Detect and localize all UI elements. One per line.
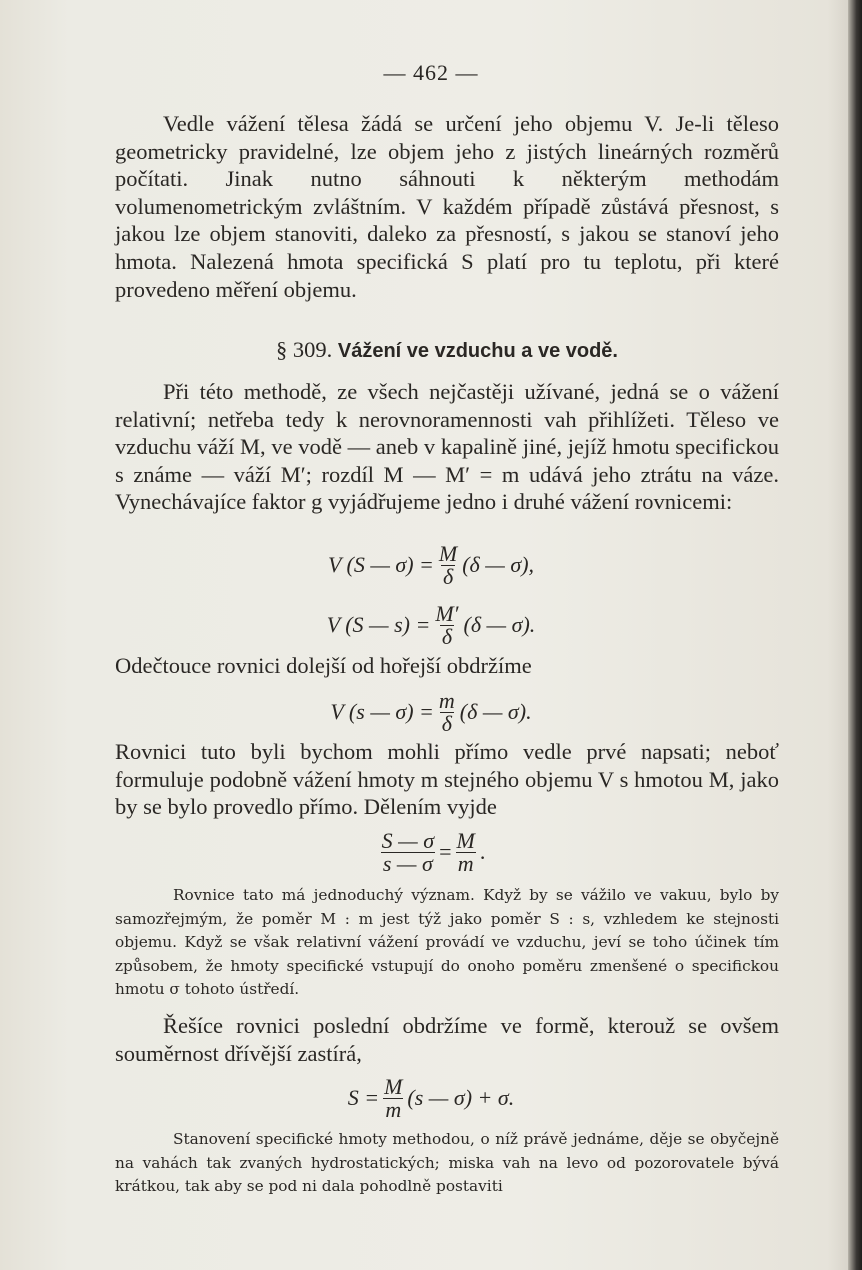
fraction-numerator: M [438, 540, 458, 566]
fraction-numerator: M [456, 827, 475, 853]
equation-rhs: (δ — σ), [462, 552, 535, 577]
paragraph-text: Rovnici tuto byli bychom mohli přímo vedle prvé napsati; neboť formuluje podobně vážení hmoty m stejného objemu V s hmotou M, jako by se bylo provedlo přímo. Dělením vyjde [115, 739, 779, 820]
paragraph-method [115, 378, 779, 516]
equation-end: . [479, 839, 486, 864]
equation-5 [0, 1070, 862, 1126]
paragraph-solve [115, 1012, 779, 1067]
fraction-denominator: m [385, 1096, 402, 1122]
fraction-numerator: M′ [435, 600, 459, 626]
equation-lhs: V (S — s) = [326, 612, 431, 637]
paragraph-text: Odečtouce rovnici dolejší od hořejší obdržíme [115, 653, 532, 678]
fraction-denominator: m [457, 850, 474, 876]
equals-sign: = [439, 839, 452, 864]
fraction-denominator: δ [442, 563, 454, 589]
paragraph-text: Řešíce rovnici poslední obdržíme ve formě, kterouž se ovšem souměrnost dřívější zastírá, [115, 1013, 779, 1066]
equation-4 [0, 824, 862, 880]
section-title: Vážení ve vzduchu a ve vodě. [337, 340, 618, 362]
paragraph-text: Stanovení specifické hmoty methodou, o níž právě jednáme, děje se obyčejně na vahách tak zvaných hydrostatických; miska vah na levo od pozorovatele bývá krátkou, tak aby se pod ni dala pohodlně postaviti [115, 1130, 779, 1195]
equation-fraction-left [380, 827, 436, 876]
paragraph-direct [115, 738, 779, 821]
equation-fraction [382, 1073, 404, 1122]
paragraph-text: Vedle vážení tělesa žádá se určení jeho objemu V. Je-li těleso geometricky pravidelné, lze objem jeho z jistých lineárných rozměrů počítati. Jinak nutno sáhnouti k některým methodám volumenometrickým zvláštním. V každém případě zůstává přesnost, s jakou lze objem stanoviti, daleko za přesností, s jakou se stanoví jeho hmota. Nalezená hmota specifická S platí pro tu teplotu, při které provedeno měření objemu. [115, 111, 779, 302]
paragraph-meaning [115, 884, 779, 1002]
equation-lhs: S = [347, 1085, 380, 1110]
paragraph-text: Rovnice tato má jednoduchý význam. Když by se vážilo ve vakuu, bylo by samozřejmým, že poměr M : m jest týž jako poměr S : s, vzhledem ke stejnosti objemu. Když se však relativní vážení provádí ve vzduchu, jeví se toho účinek tím způsobem, že hmoty specifické vstupují do onoho poměru zmenšené o specifickou hmotu σ tohoto ústředí. [115, 886, 779, 998]
section-number: § 309. [276, 337, 333, 362]
equation-3 [0, 684, 862, 740]
equation-rhs: (s — σ) + σ. [407, 1085, 515, 1110]
equation-1 [0, 537, 862, 593]
equation-fraction [437, 687, 457, 736]
equation-fraction [433, 600, 460, 649]
equation-lhs: V (S — σ) = [327, 552, 434, 577]
fraction-numerator: M [384, 1073, 403, 1099]
paragraph-volume [115, 110, 779, 303]
equation-fraction-right [455, 827, 477, 876]
equation-lhs: V (s — σ) = [330, 699, 434, 724]
equation-rhs: (δ — σ). [463, 612, 536, 637]
equation-fraction [437, 540, 459, 589]
section-heading [115, 337, 779, 363]
paragraph-text: Při této methodě, ze všech nejčastěji užívané, jedná se o vážení relativní; netřeba tedy k nerovnoramennosti vah přihlížeti. Těleso ve vzduchu váží M, ve vodě — aneb v kapalině jiné, jejíž hmotu specifickou s známe — váží M′; rozdíl M — M′ = m udává jeho ztrátu na váze. Vynechávajíce faktor g vyjádřujeme jedno i druhé vážení rovnicemi: [115, 379, 779, 515]
paragraph-hydrostatic [115, 1128, 779, 1199]
fraction-numerator: S — σ [381, 827, 435, 853]
fraction-denominator: δ [441, 623, 453, 649]
paragraph-subtract [115, 652, 779, 680]
page-number: — 462 — [383, 60, 479, 85]
fraction-numerator: m [438, 687, 455, 713]
fraction-denominator: s — σ [382, 850, 433, 876]
equation-2 [0, 597, 862, 653]
fraction-denominator: δ [441, 710, 452, 736]
equation-rhs: (δ — σ). [459, 699, 532, 724]
